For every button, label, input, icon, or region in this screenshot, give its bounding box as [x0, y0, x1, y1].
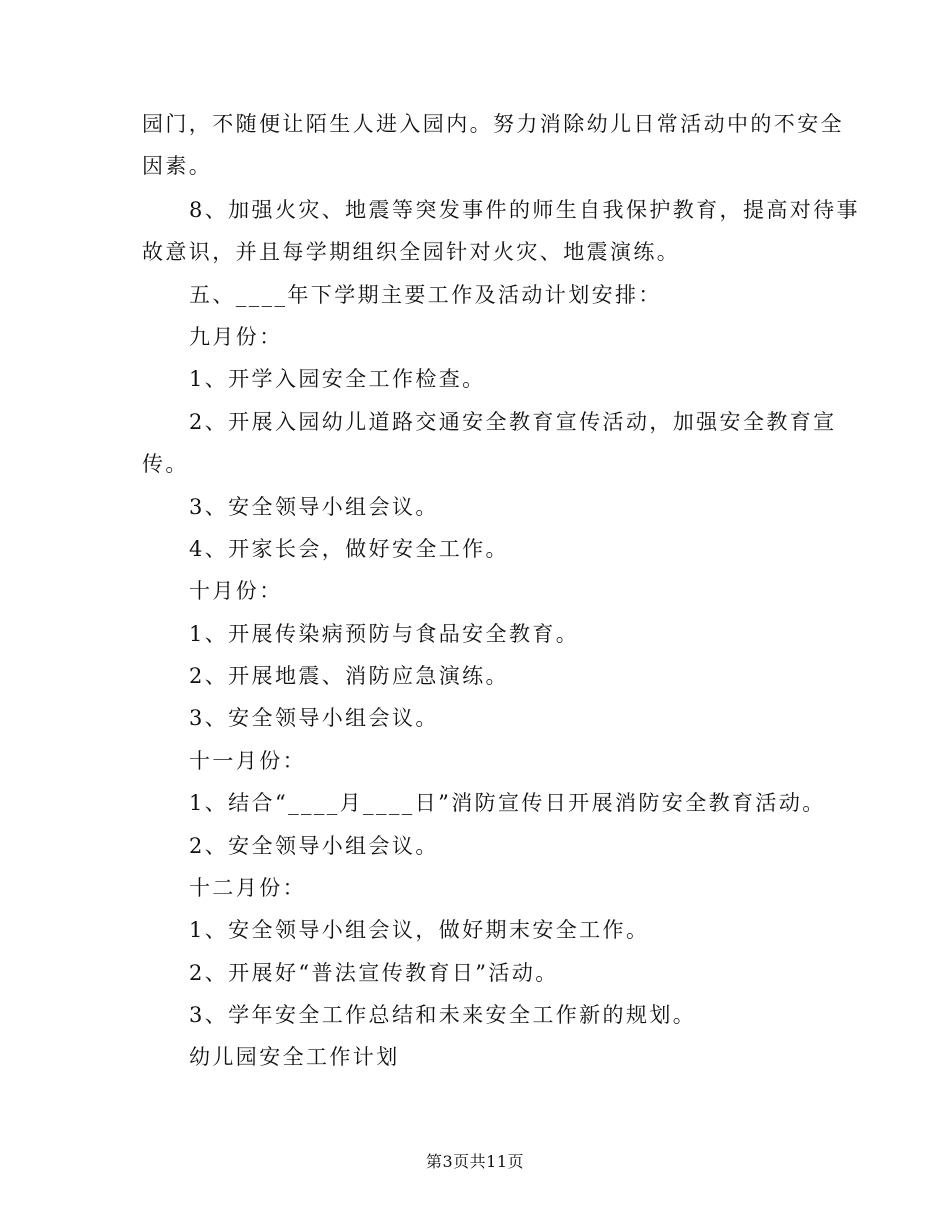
- list-item: 2、安全领导小组会议。: [189, 834, 439, 858]
- month-heading-november: 十一月份：: [189, 749, 306, 773]
- list-item: 3、安全领导小组会议。: [189, 495, 439, 519]
- paragraph-continuation: 传。: [142, 452, 189, 476]
- list-item: 1、结合“____月____日”消防宣传日开展消防安全教育活动。: [189, 791, 826, 815]
- month-heading-september: 九月份：: [189, 325, 283, 349]
- next-section-title: 幼儿园安全工作计划: [189, 1045, 400, 1069]
- list-item: 4、开家长会，做好安全工作。: [189, 537, 509, 561]
- list-item: 1、安全领导小组会议，做好期末安全工作。: [189, 918, 650, 942]
- list-item: 3、安全领导小组会议。: [189, 706, 439, 730]
- list-item: 1、开学入园安全工作检查。: [189, 367, 486, 391]
- month-heading-october: 十月份：: [189, 579, 283, 603]
- paragraph-continuation: 因素。: [142, 154, 213, 178]
- list-item: 2、开展地震、消防应急演练。: [189, 664, 509, 688]
- paragraph-continuation: 园门，不随便让陌生人进入园内。努力消除幼儿日常活动中的不安全: [142, 112, 844, 136]
- paragraph-continuation: 故意识，并且每学期组织全园针对火灾、地震演练。: [142, 240, 681, 264]
- page-number: 第3页共11页: [425, 1152, 525, 1171]
- list-item: 2、开展好“普法宣传教育日”活动。: [189, 961, 559, 985]
- list-item: 1、开展传染病预防与食品安全教育。: [189, 622, 580, 646]
- paragraph-item-8: 8、加强火灾、地震等突发事件的师生自我保护教育，提高对待事: [189, 198, 860, 222]
- list-item: 3、学年安全工作总结和未来安全工作新的规划。: [189, 1003, 697, 1027]
- month-heading-december: 十二月份：: [189, 876, 306, 900]
- section-heading: 五、____年下学期主要工作及活动计划安排：: [189, 283, 662, 307]
- list-item: 2、开展入园幼儿道路交通安全教育宣传活动，加强安全教育宣: [189, 410, 837, 434]
